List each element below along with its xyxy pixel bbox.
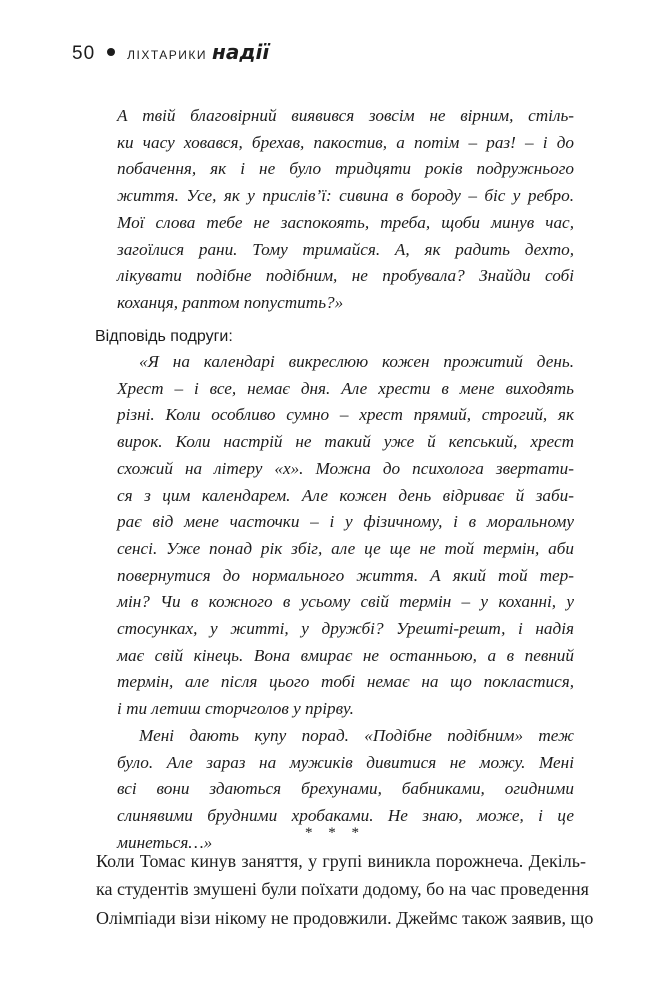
reply-label: Відповідь подруги: <box>95 328 233 345</box>
text-line: ки часу ховався, брехав, пакостив, а потім – раз! – і до <box>117 132 574 152</box>
text-line: ка студентів змушені були поїхати додому, бо на час проведення <box>96 879 589 900</box>
text-line: лікувати подібне подібним, не пробувала? Знайди собі <box>117 266 574 286</box>
quote-letter-block <box>117 103 574 317</box>
body-paragraph <box>96 847 594 932</box>
text-line: слинявими брудними хробаками. Не знаю, може, і це <box>117 805 574 825</box>
text-line: вирок. Коли настрій не такий уже й кепський, хрест <box>117 432 574 452</box>
text-line: коханця, раптом попустить?» <box>117 292 344 312</box>
text-line: А твій благовірний виявився зовсім не вірним, стіль- <box>117 106 574 125</box>
text-line: мін? Чи в кожного в усьому свій термін – у коханні, у <box>117 592 574 612</box>
text-line: схожий на літеру «х». Можна до психолога звертати- <box>117 458 574 478</box>
section-separator: * * * <box>305 825 365 841</box>
text-line: «Я на календарі викреслюю кожен прожитий день. <box>139 352 574 371</box>
book-title-accent: надії <box>212 40 270 64</box>
text-line: Коли Томас кинув заняття, у групі виникла порожнеча. Декіль- <box>96 851 586 871</box>
text-line: минеться…» <box>117 832 213 852</box>
text-line: Мені дають купу порад. «Подібне подібним» теж <box>139 725 574 745</box>
text-line: рає від мене часточки – і у фізичному, і в моральному <box>117 512 574 532</box>
text-line: життя. Усе, як у прислів’ї: сивина в бороду – біс у ребро. <box>117 186 574 206</box>
page-number: 50 <box>72 43 96 64</box>
text-line: різні. Коли особливо сумно – хрест прямий, строгий, як <box>117 405 574 425</box>
book-title-main: ЛІХТАРИКИ <box>127 48 208 62</box>
quote-reply-block <box>117 349 574 856</box>
text-line: побачення, як і не було тридцяти років подружнього <box>117 159 574 179</box>
running-header <box>72 40 269 70</box>
text-line: термін, але після цього тобі немає на що покластися, <box>117 672 574 692</box>
text-line: стосунках, у житті, у дружбі? Урешті-решт, і надія <box>117 619 574 639</box>
text-line: Хрест – і все, немає дня. Але хрести в мене виходять <box>117 378 574 398</box>
text-line: має свій кінець. Вона вмирає не останньою, а в певний <box>117 645 574 665</box>
text-line: повернутися до нормального життя. А який той тер- <box>117 565 574 585</box>
text-line: Мої слова тебе не заспокоять, треба, щоби минув час, <box>117 212 574 232</box>
text-line: ся з цим календарем. Але кожен день відриває й заби- <box>117 485 574 505</box>
text-line: Олімпіади візи нікому не продовжили. Джеймс також заявив, що <box>96 907 594 928</box>
text-line: сенсі. Уже понад рік збіг, але це ще не той термін, аби <box>117 538 574 558</box>
text-line: всі вони здаються брехунами, бабниками, огидними <box>117 779 574 799</box>
bullet-dot-icon <box>107 48 115 56</box>
text-line: загоїлися рани. Тому тримайся. А, як радить дехто, <box>117 239 574 259</box>
text-line: і ти летиш сторчголов у прірву. <box>117 699 354 719</box>
text-line: було. Але зараз на мужиків дивитися не можу. Мені <box>117 752 574 772</box>
